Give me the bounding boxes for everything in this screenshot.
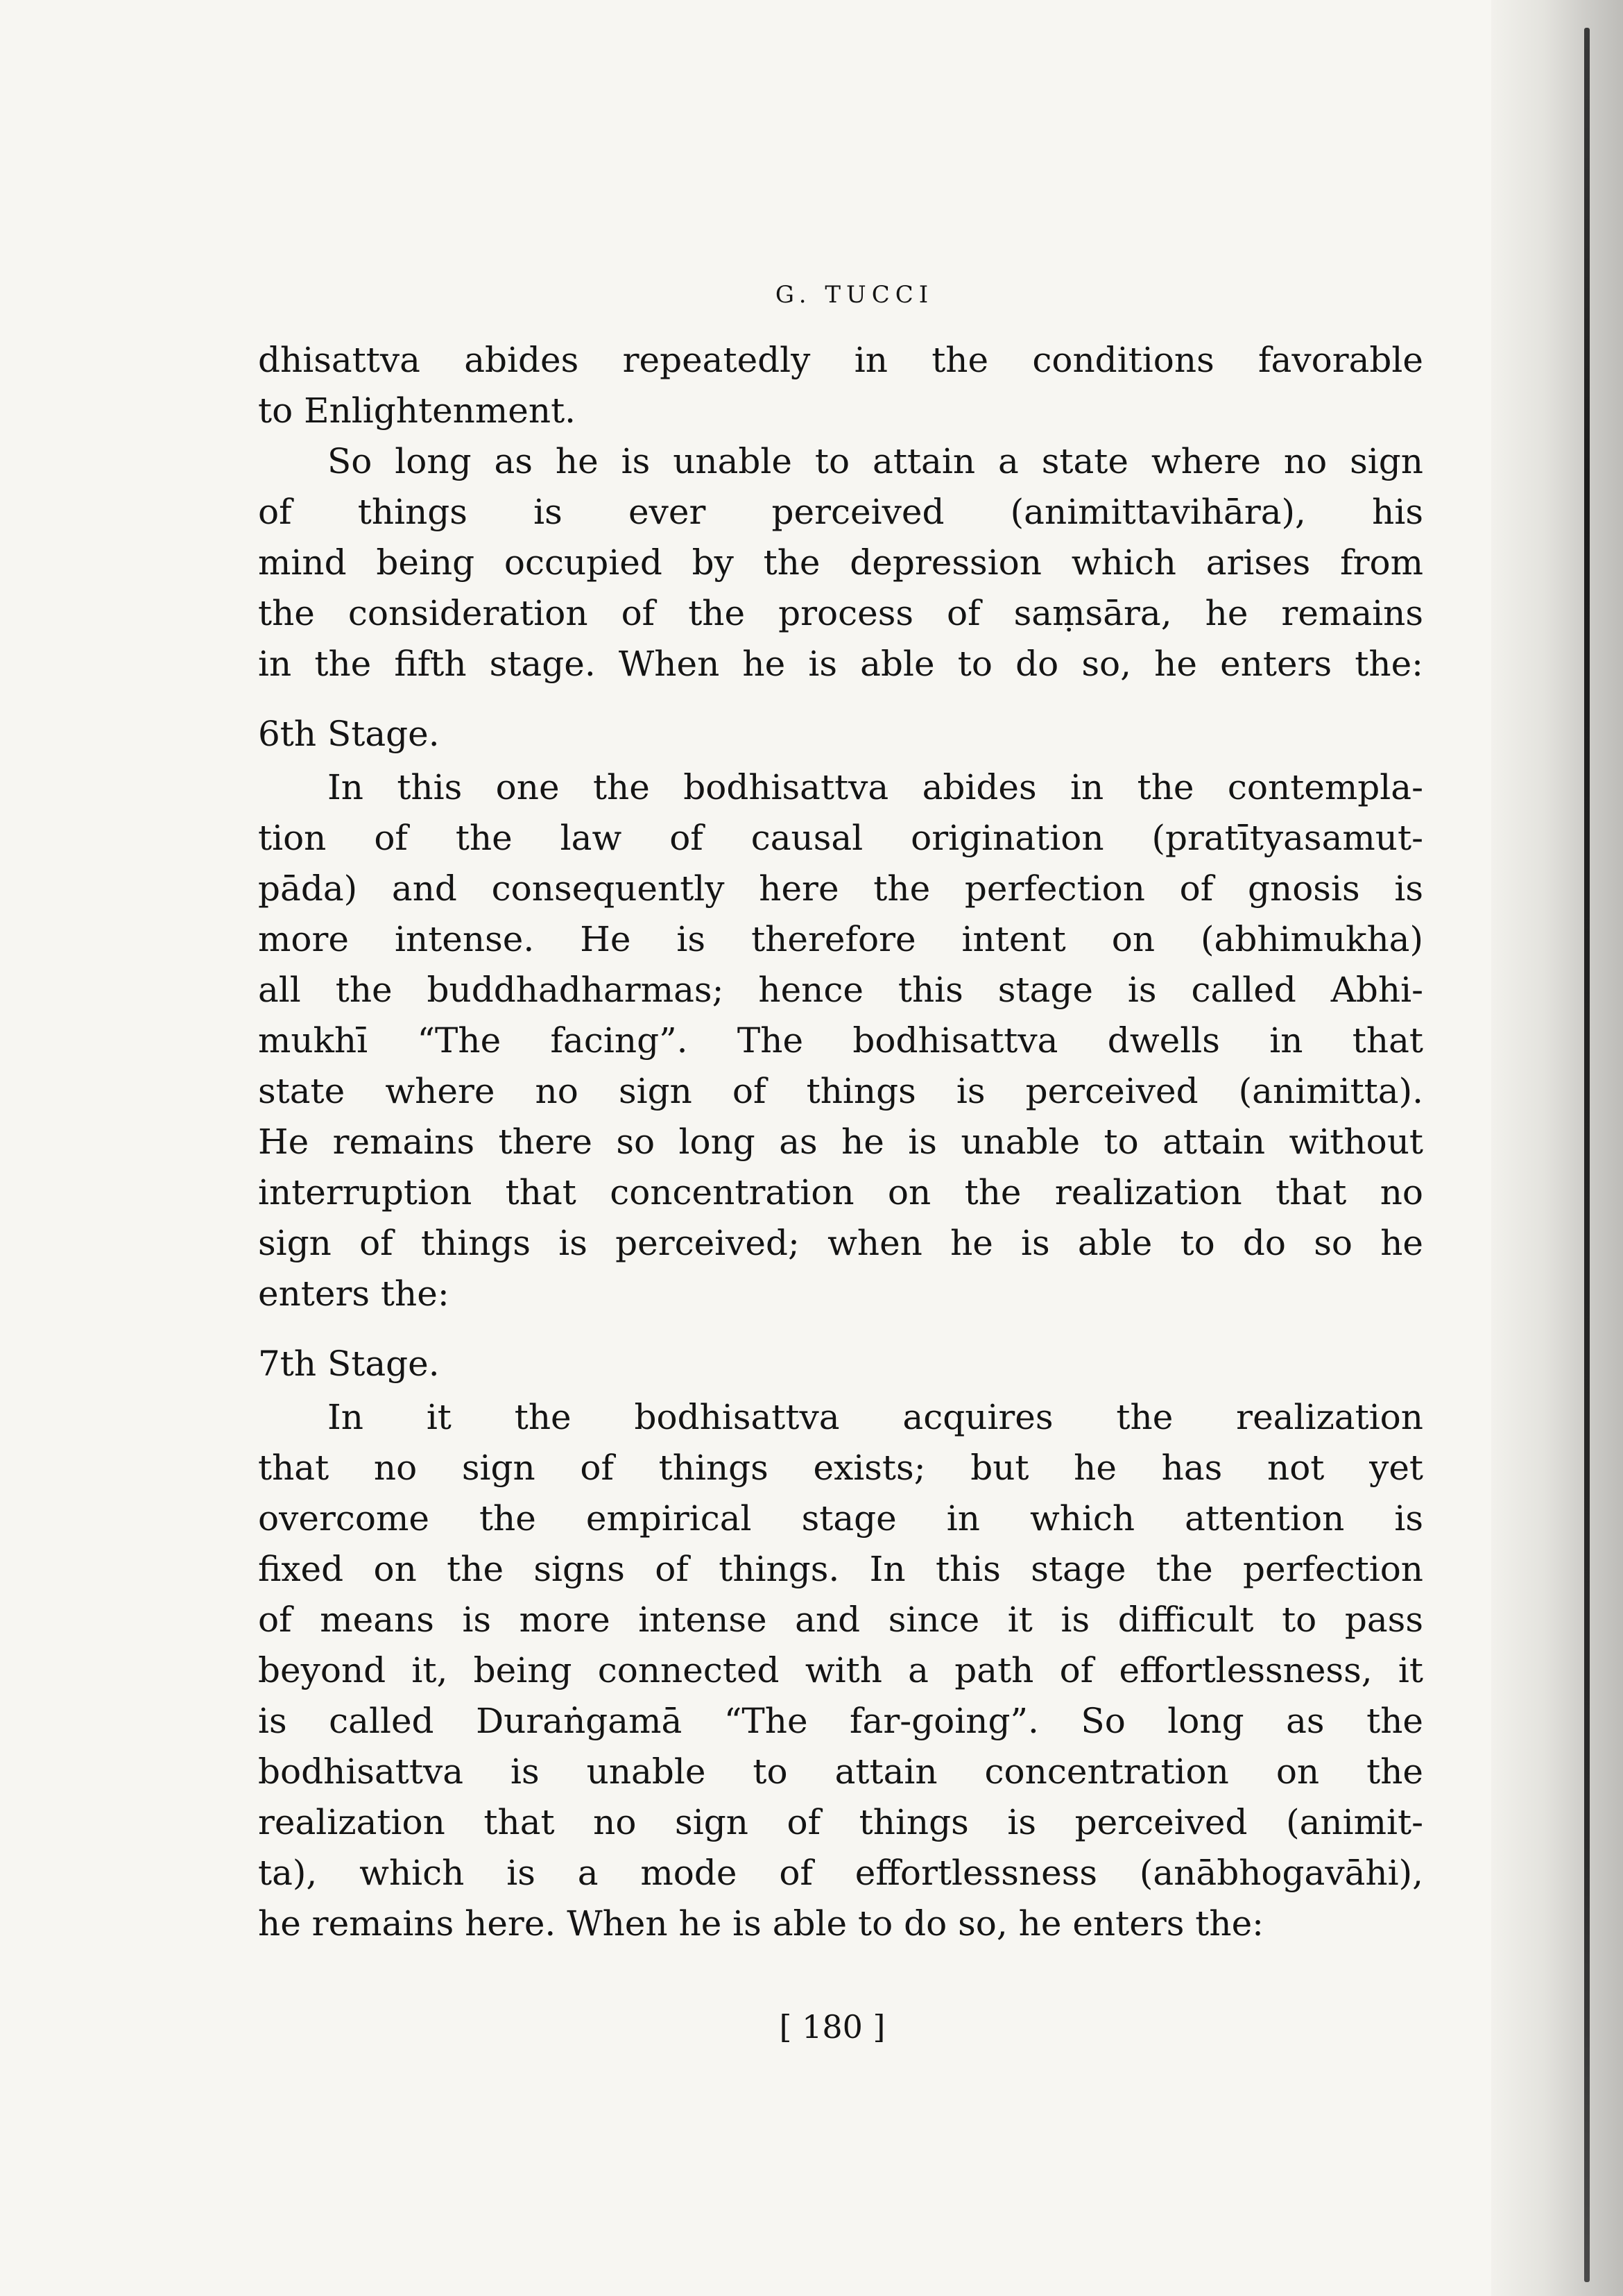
text-line: tion of the law of causal origination (pratītyasamut-	[258, 818, 1423, 858]
text-line: In it the bodhisattva acquires the realization	[327, 1397, 1423, 1437]
text-line: sign of things is perceived; when he is able to do so he	[258, 1223, 1423, 1263]
text-line: beyond it, being connected with a path of effortlessness, it	[258, 1650, 1423, 1690]
text-line: of means is more intense and since it is difficult to pass	[258, 1600, 1423, 1640]
paragraph-3	[258, 762, 1423, 1319]
text-line: to Enlightenment.	[258, 391, 576, 431]
paragraph-1	[258, 335, 1423, 436]
text-line: state where no sign of things is perceived (animitta).	[258, 1071, 1423, 1111]
text-line: is called Duraṅgamā “The far-going”. So long as the	[258, 1701, 1423, 1741]
page-content	[258, 281, 1423, 1949]
binding-shadow-line	[1584, 28, 1590, 2282]
text-line: he remains here. When he is able to do so, he enters the:	[258, 1903, 1264, 1944]
text-line: fixed on the signs of things. In this stage the perfection	[258, 1549, 1423, 1589]
page-number: [ 180 ]	[779, 2008, 886, 2046]
text-line: the consideration of the process of saṃsāra, he remains	[258, 593, 1423, 633]
text-line: So long as he is unable to attain a state where no sign	[327, 441, 1423, 481]
paragraph-4	[258, 1392, 1423, 1949]
text-line: of things is ever perceived (animittavihāra), his	[258, 492, 1423, 532]
text-line: interruption that concentration on the realization that no	[258, 1172, 1423, 1213]
text-block	[258, 335, 1423, 1949]
scan-page-edge	[1491, 0, 1623, 2296]
paragraph-2	[258, 436, 1423, 689]
text-line: that no sign of things exists; but he has not yet	[258, 1448, 1423, 1488]
text-line: In this one the bodhisattva abides in the contempla-	[327, 767, 1423, 807]
text-line: in the fifth stage. When he is able to do so, he enters the:	[258, 644, 1423, 684]
text-line: all the buddhadharmas; hence this stage is called Abhi-	[258, 970, 1423, 1010]
text-line: more intense. He is therefore intent on (abhimukha)	[258, 919, 1423, 959]
text-line: mind being occupied by the depression which arises from	[258, 542, 1423, 583]
text-line: mukhī “The facing”. The bodhisattva dwells in that	[258, 1020, 1423, 1061]
text-line: overcome the empirical stage in which attention is	[258, 1498, 1423, 1539]
text-line: pāda) and consequently here the perfection of gnosis is	[258, 868, 1423, 909]
text-line: realization that no sign of things is perceived (animit-	[258, 1802, 1423, 1842]
text-line: ta), which is a mode of effortlessness (anābhogavāhi),	[258, 1853, 1423, 1893]
text-line: dhisattva abides repeatedly in the conditions favorable	[258, 340, 1423, 380]
section-heading-6th-stage: 6th Stage.	[258, 714, 440, 754]
section-heading-7th-stage: 7th Stage.	[258, 1344, 440, 1384]
running-head: G. TUCCI	[775, 281, 934, 309]
text-line: enters the:	[258, 1274, 449, 1314]
text-line: He remains there so long as he is unable to attain without	[258, 1122, 1423, 1162]
text-line: bodhisattva is unable to attain concentration on the	[258, 1751, 1423, 1792]
